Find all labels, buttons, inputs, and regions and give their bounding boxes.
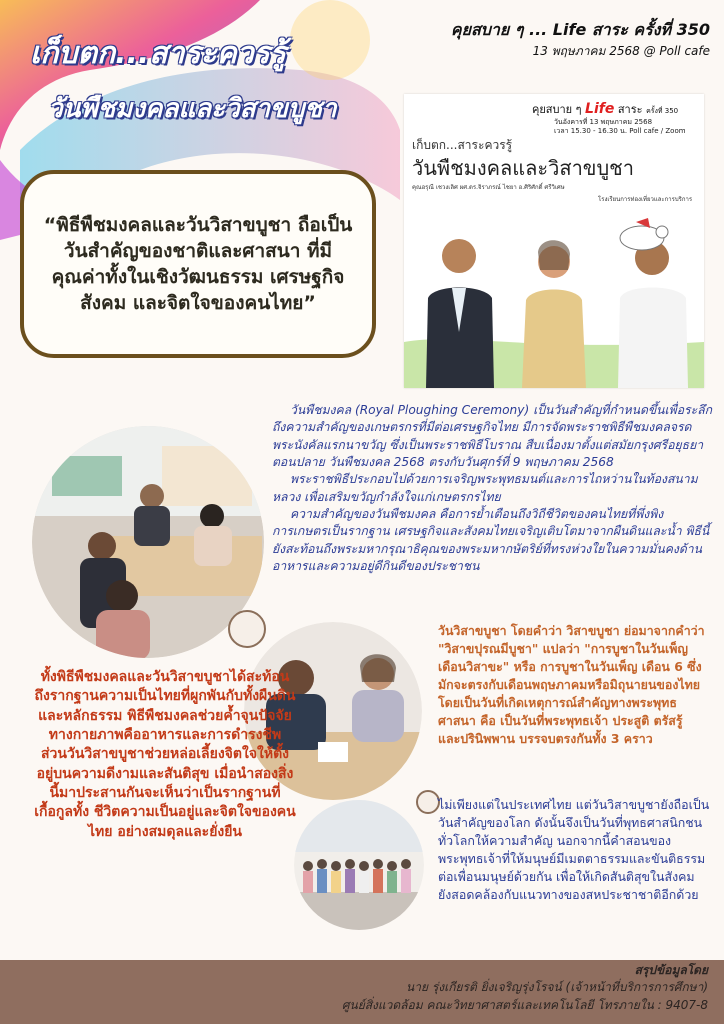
poster-speaker-names: คุณอรุณี เชวงเลิศ ผศ.ดร.จิราภรณ์ ไชยา อ.ศิริศักดิ์ ศรีวิเศษ [412, 184, 565, 191]
footer-author: นาย รุ่งเกียรติ ยิ่งเจริญรุ่งโรจน์ (เจ้าหน้าที่บริการการศึกษา) [406, 980, 708, 995]
poster-head-prefix: คุยสบาย ๆ [532, 103, 582, 116]
poster-title2: วันพืชมงคลและวิสาขบูชา [412, 156, 634, 180]
group-photo [294, 800, 424, 930]
event-poster [404, 94, 704, 388]
poster-title1: เก็บตก...สาระควรรู้ [412, 138, 513, 152]
poster-head-suffix: สาระ [617, 103, 643, 116]
quote-box [20, 170, 376, 358]
visakha-world-paragraph: ไม่เพียงแต่ในประเทศไทย แต่วันวิสาขบูชายังถือเป็นวันสำคัญของโลก ดังนั้นจึงเป็นวันที่พุทธศาสนิกชนทั่วโลกให้ความสำคัญ นอกจากนี้คำสอนของพระพุทธเจ้าที่ให้มนุษย์มีเมตตาธรรมและขันติธรรมต่อเพื่อนมนุษย์ด้วยกัน เพื่อให้เกิดสันติสุขในสังคม ยังสอดคล้องกับแนวทางของสหประชาชาติอีกด้วย [438, 797, 710, 902]
visakha-bucha-paragraph: วันวิสาขบูชา โดยคำว่า วิสาขบูชา ย่อมาจากคำว่า "วิสาขปุรณมีบูชา" แปลว่า "การบูชาในวันเพ็ญเดือนวิสาขะ" หรือ การบูชาในวันเพ็ญ เดือน 6 ซึ่งมักจะตรงกับเดือนพฤษภาคมหรือมิถุนายนของไทย โดยเป็นวันที่เกิดเหตุการณ์สำคัญทางพระพุทธศาสนา คือ เป็นวันที่พระพุทธเจ้า ประสูติ ตรัสรู้ และปรินิพพาน บรรจบตรงกันทั้ง 3 คราว [438, 623, 705, 746]
quote-text: “พิธีพืชมงคลและวันวิสาขบูชา ถือเป็น วันสำคัญของชาติและศาสนา ที่มีคุณค่าทั้งในเชิงวัฒนธรรม เศรษฐกิจ สังคม และจิตใจของคนไทย” [43, 213, 353, 315]
poster-header [532, 100, 678, 118]
footer-org: ศูนย์สิ่งแวดล้อม คณะวิทยาศาสตร์และเทคโนโลยี โทรภายใน : 9407-8 [341, 997, 708, 1012]
footer-text [342, 962, 708, 1014]
poster-date-line2: เวลา 15.30 - 16.30 น. Poll cafe / Zoom [554, 127, 686, 136]
session-date: 13 พฤษภาคม 2568 @ Poll cafe [532, 44, 710, 58]
footer-bar [0, 960, 724, 1024]
poster-date-line1: วันอังคารที่ 13 พฤษภาคม 2568 [554, 118, 653, 126]
poster-head-life: Life [585, 101, 615, 117]
sub-title: วันพืชมงคลและวิสาขบูชา [48, 94, 337, 124]
footer-label: สรุปข้อมูลโดย [634, 963, 708, 977]
poster-speakers-image [404, 192, 704, 388]
decorative-dot [228, 610, 266, 648]
conclusion-paragraph: ทั้งพิธีพืชมงคลและวันวิสาขบูชาได้สะท้อนถึงรากฐานความเป็นไทยที่ผูกพันกับทั้งผืนดินและหลักธรรม พิธีพืชมงคลช่วยค้ำจุนปัจจัยทางกายภาพคืออาหารและการดำรงชีพ ส่วนวันวิสาขบูชาช่วยหล่อเลี้ยงจิตใจให้ตั้งอยู่บนความดีงามและสันติสุข เมื่อนำสองสิ่งนี้มาประสานกันจะเห็นว่าเป็นรากฐานที่เกื้อกูลทั้ง ชีวิตความเป็นอยู่และจิตใจของคนไทย อย่างสมดุลและยั่งยืน [34, 669, 296, 840]
main-title: เก็บตก...สาระควรรู้ [30, 36, 286, 71]
royal-ploughing-section [272, 402, 712, 575]
decorative-dot [416, 790, 440, 814]
poster-head-count: ครั้งที่ 350 [646, 107, 679, 115]
royal-ploughing-paragraph-1: วันพืชมงคล (Royal Ploughing Ceremony) เป็นวันสำคัญที่กำหนดขึ้นเพื่อระลึกถึงความสำคัญของเกษตรกรที่มีต่อเศรษฐกิจไทย มีการจัดพระราชพิธีพืชมงคลจรดพระนังคัลแรกนาขวัญ ซึ่งเป็นพระราชพิธีโบราณ สืบเนื่องมาตั้งแต่สมัยกรุงศรีอยุธยาตอนปลาย วันพืชมงคล 2568 ตรงกับวันศุกร์ที่ 9 พฤษภาคม 2568 [272, 403, 712, 469]
royal-ploughing-paragraph-3: ความสำคัญของวันพืชมงคล คือการย้ำเตือนถึงวิถีชีวิตของคนไทยที่พึ่งพิงการเกษตรเป็นรากฐาน เศรษฐกิจและสังคมไทยเจริญเติบโตมาจากผืนดินและน้ำ พิธีนี้ยังสะท้อนถึงพระมหากรุณาธิคุณของพระมหากษัตริย์ที่ทรงห่วงใยในความมั่นคงด้านอาหารและความอยู่ดีกินดีของประชาชน [272, 506, 710, 573]
poster-date [554, 118, 686, 137]
royal-ploughing-paragraph-2: พระราชพิธีประกอบไปด้วยการเจริญพระพุทธมนต์และการไถหว่านในท้องสนามหลวง เพื่อเสริมขวัญกำลังใจแก่เกษตรกรไทย [272, 472, 698, 504]
session-title: คุยสบาย ๆ ... Life สาระ ครั้งที่ 350 [450, 20, 710, 39]
poster-department: โรงเรียนการท่องเที่ยวและการบริการ [598, 196, 693, 203]
